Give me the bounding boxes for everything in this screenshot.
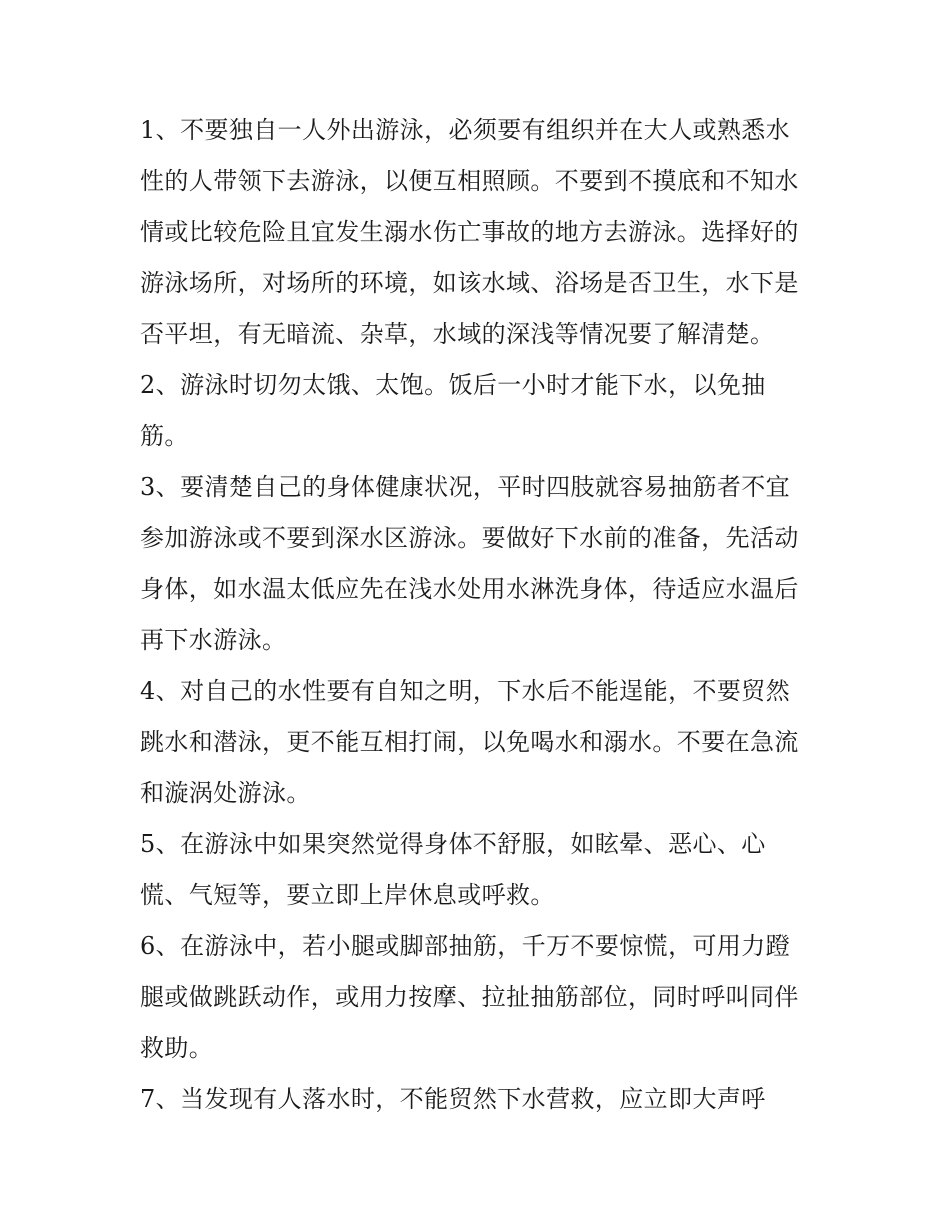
text-line: 情或比较危险且宜发生溺水伤亡事故的地方去游泳。选择好的 [140, 218, 799, 246]
text-line: 游泳场所，对场所的环境，如该水域、浴场是否卫生，水下是 [140, 269, 799, 297]
text-line: 跳水和潜泳，更不能互相打闹，以免喝水和溺水。不要在急流 [140, 728, 799, 756]
text-line: 1、不要独自一人外出游泳，必须要有组织并在大人或熟悉水 [140, 116, 791, 144]
text-line: 和漩涡处游泳。 [140, 779, 311, 807]
text-line: 2、游泳时切勿太饿、太饱。饭后一小时才能下水，以免抽 [140, 371, 766, 399]
text-line: 筋。 [140, 422, 189, 450]
text-line: 慌、气短等，要立即上岸休息或呼救。 [140, 881, 555, 909]
text-line: 否平坦，有无暗流、杂草，水域的深浅等情况要了解清楚。 [140, 320, 775, 348]
text-line: 4、对自己的水性要有自知之明，下水后不能逞能，不要贸然 [140, 677, 791, 705]
document-body [140, 105, 820, 1125]
text-line: 3、要清楚自己的身体健康状况，平时四肢就容易抽筋者不宜 [140, 473, 791, 501]
text-line: 参加游泳或不要到深水区游泳。要做好下水前的准备，先活动 [140, 524, 799, 552]
text-line: 5、在游泳中如果突然觉得身体不舒服，如眩晕、恶心、心 [140, 830, 766, 858]
text-line: 再下水游泳。 [140, 626, 287, 654]
text-line: 身体，如水温太低应先在浅水处用水淋洗身体，待适应水温后 [140, 575, 799, 603]
text-line: 6、在游泳中，若小腿或脚部抽筋，千万不要惊慌，可用力蹬 [140, 932, 791, 960]
text-line: 救助。 [140, 1034, 214, 1062]
text-line: 性的人带领下去游泳，以便互相照顾。不要到不摸底和不知水 [140, 167, 799, 195]
text-line: 7、当发现有人落水时，不能贸然下水营救，应立即大声呼 [140, 1085, 766, 1113]
text-line: 腿或做跳跃动作，或用力按摩、拉扯抽筋部位，同时呼叫同伴 [140, 983, 799, 1011]
